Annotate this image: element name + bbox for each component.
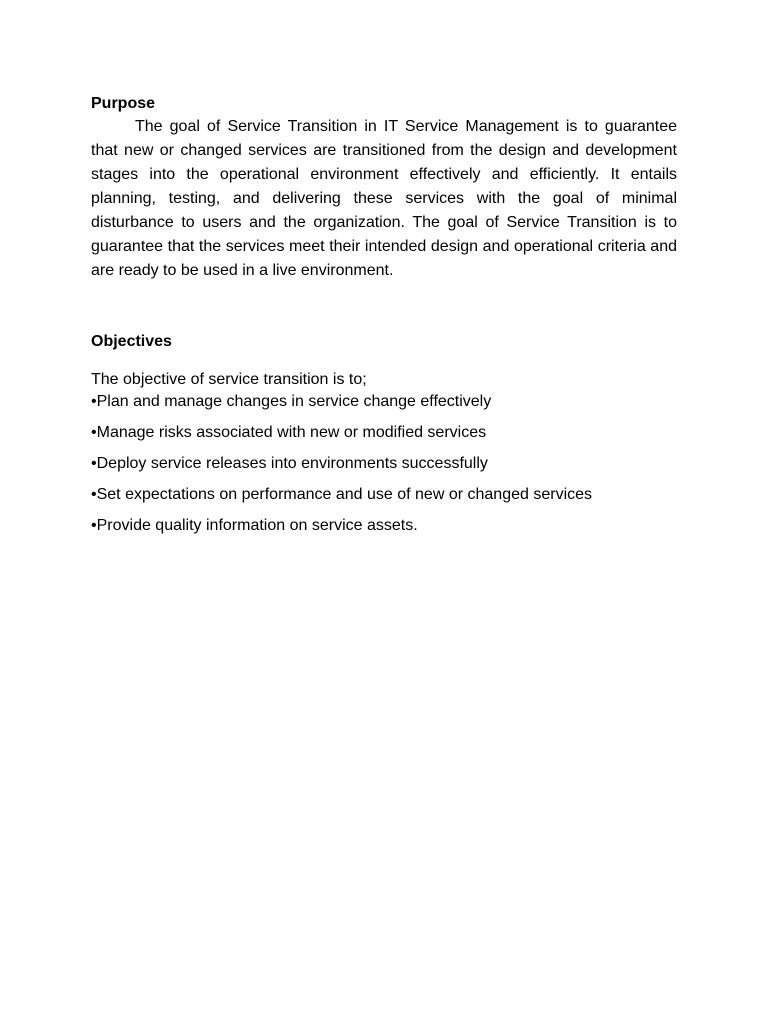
objective-text: Provide quality information on service assets.	[96, 517, 418, 534]
document-content	[91, 93, 677, 546]
bullet-icon: •	[91, 455, 97, 472]
objectives-intro: The objective of service transition is to;	[91, 371, 367, 388]
objective-item	[91, 484, 677, 506]
objective-item	[91, 422, 677, 444]
objectives-list	[91, 391, 677, 537]
objective-text: Set expectations on performance and use of new or changed services	[96, 486, 593, 503]
purpose-paragraph: The goal of Service Transition in IT Service Management is to guarantee that new or changed services are transitioned from the design and development stages into the operational environment effectively and efficiently. It entails planning, testing, and delivering these services with the goal of minimal disturbance to users and the organization. The goal of Service Transition is to guarantee that the services meet their intended design and operational criteria and are ready to be used in a live environment.	[91, 118, 677, 279]
objective-item	[91, 515, 677, 537]
purpose-heading: Purpose	[91, 95, 156, 112]
objective-text: Manage risks associated with new or modified services	[96, 424, 487, 441]
bullet-icon: •	[91, 486, 97, 503]
objective-text: Deploy service releases into environments successfully	[96, 455, 488, 472]
bullet-icon: •	[91, 517, 97, 534]
objectives-heading: Objectives	[91, 333, 172, 350]
objective-text: Plan and manage changes in service change effectively	[96, 393, 492, 410]
objective-item	[91, 391, 677, 413]
objective-item	[91, 453, 677, 475]
bullet-icon: •	[91, 424, 97, 441]
bullet-icon: •	[91, 393, 97, 410]
